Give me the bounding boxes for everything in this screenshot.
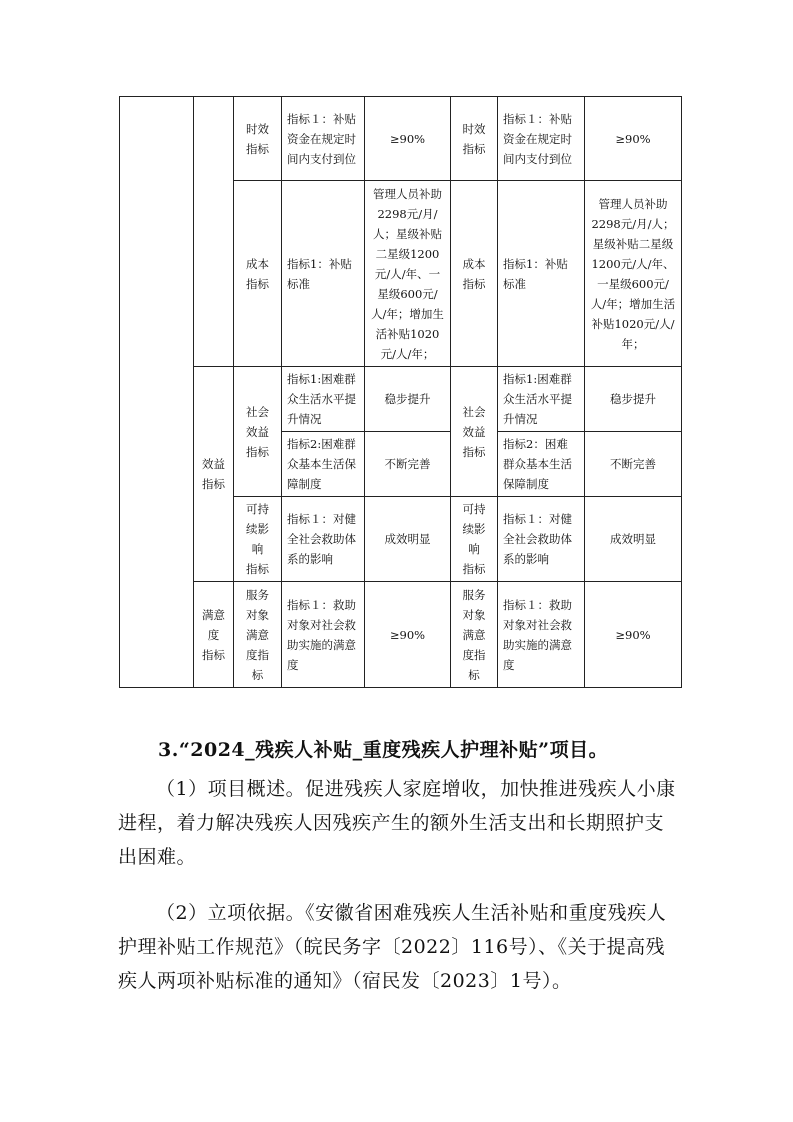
cost-indicator: 指标1：补贴标准 xyxy=(282,181,365,367)
satisfaction-indicator: 指标１：救助对象对社会救助实施的满意度 xyxy=(282,582,365,688)
social-benefit-label-right: 社会 效益 指标 xyxy=(451,367,498,497)
cost-label: 成本 指标 xyxy=(234,181,282,367)
section-heading: 3.“2024_残疾人补贴_重度残疾人护理补贴”项目。 xyxy=(158,739,609,761)
cost-indicator-right: 指标1：补贴标准 xyxy=(498,181,585,367)
satisfaction-label: 满意 度 指标 xyxy=(194,582,234,688)
social-value-1-right: 稳步提升 xyxy=(585,367,682,432)
sustainability-label-right: 可持 续影 响 指标 xyxy=(451,497,498,582)
sustainability-label: 可持 续影 响 指标 xyxy=(234,497,282,582)
benefit-label: 效益 指标 xyxy=(194,367,234,582)
timeliness-value-right: ≥90% xyxy=(585,97,682,181)
sustainability-value-right: 成效明显 xyxy=(585,497,682,582)
satisfaction-value-right: ≥90% xyxy=(585,582,682,688)
cost-value: 管理人员补助2298元/月/人；星级补贴二星级1200元/人/年、一星级600元/人/年；增加生活补贴1020元/人/年； xyxy=(365,181,451,367)
service-satisfaction-label-right: 服务 对象 满意 度指 标 xyxy=(451,582,498,688)
cost-label-right: 成本 指标 xyxy=(451,181,498,367)
social-value-2: 不断完善 xyxy=(365,432,451,497)
social-indicator-2-right: 指标2：困难群众基本生活保障制度 xyxy=(498,432,585,497)
blank-category-cell xyxy=(194,97,234,367)
social-indicator-1-right: 指标1:困难群众生活水平提升情况 xyxy=(498,367,585,432)
timeliness-value: ≥90% xyxy=(365,97,451,181)
social-value-1: 稳步提升 xyxy=(365,367,451,432)
social-benefit-label: 社会 效益 指标 xyxy=(234,367,282,497)
timeliness-label-right: 时效 指标 xyxy=(451,97,498,181)
satisfaction-value: ≥90% xyxy=(365,582,451,688)
paragraph-overview: （1）项目概述。促进残疾人家庭增收，加快推进残疾人小康进程，着力解决残疾人因残疾产生的额外生活支出和长期照护支出困难。 xyxy=(118,778,676,868)
service-satisfaction-label: 服务 对象 满意 度指 标 xyxy=(234,582,282,688)
sustainability-value: 成效明显 xyxy=(365,497,451,582)
social-indicator-2: 指标2:困难群众基本生活保障制度 xyxy=(282,432,365,497)
social-value-2-right: 不断完善 xyxy=(585,432,682,497)
cost-value-right: 管理人员补助2298元/月/人；星级补贴二星级1200元/人/年、一星级600元/人/年；增加生活补贴1020元/人/年； xyxy=(585,181,682,367)
timeliness-indicator-right: 指标１：补贴资金在规定时间内支付到位 xyxy=(498,97,585,181)
timeliness-label: 时效 指标 xyxy=(234,97,282,181)
social-indicator-1: 指标1:困难群众生活水平提升情况 xyxy=(282,367,365,432)
sustainability-indicator: 指标１：对健全社会救助体系的影响 xyxy=(282,497,365,582)
satisfaction-indicator-right: 指标１：救助对象对社会救助实施的满意度 xyxy=(498,582,585,688)
timeliness-indicator: 指标１：补贴资金在规定时间内支付到位 xyxy=(282,97,365,181)
paragraph-basis: （2）立项依据。《安徽省困难残疾人生活补贴和重度残疾人护理补贴工作规范》（皖民务字〔2022〕116号）、《关于提高残疾人两项补贴标准的通知》（宿民发〔2023〕1号）。 xyxy=(118,902,667,992)
performance-indicator-table xyxy=(119,96,682,688)
sustainability-indicator-right: 指标１：对健全社会救助体系的影响 xyxy=(498,497,585,582)
blank-first-column xyxy=(120,97,194,688)
